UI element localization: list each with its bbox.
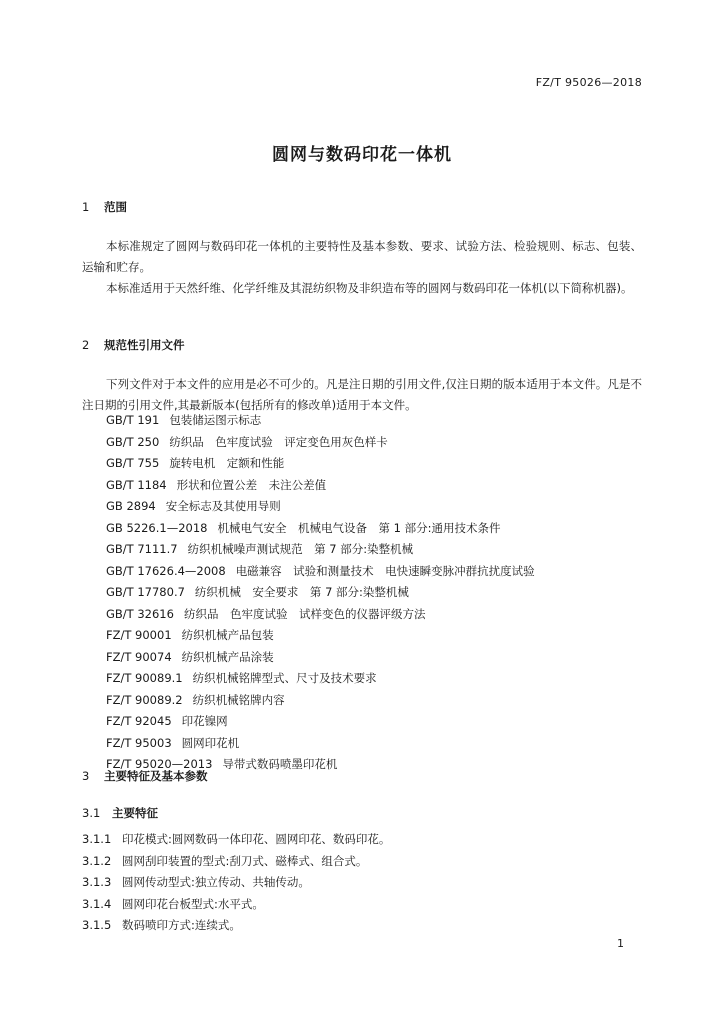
item-text: 圆网印花台板型式:水平式。 <box>122 896 264 911</box>
reference-code: GB/T 17780.7 <box>106 585 185 599</box>
reference-code: FZ/T 90001 <box>106 628 172 642</box>
reference-item <box>106 668 535 690</box>
reference-code: GB/T 17626.4—2008 <box>106 563 226 578</box>
scope-paragraph-1: 本标准规定了圆网与数码印花一体机的主要特性及基本参数、要求、试验方法、检验规则、标志、包装、运输和贮存。 <box>82 239 642 274</box>
scope-paragraph-2: 本标准适用于天然纤维、化学纤维及其混纺织物及非织造布等的圆网与数码印花一体机(以下简称机器)。 <box>106 281 633 295</box>
reference-code: GB/T 191 <box>106 413 160 427</box>
reference-title: 纺织品 色牢度试验 试样变色的仪器评级方法 <box>183 606 426 621</box>
reference-code: GB/T 1184 <box>106 477 167 492</box>
item-number: 3.1.2 <box>82 853 112 868</box>
reference-code: FZ/T 90074 <box>106 649 172 664</box>
section-heading-main-features <box>82 768 208 784</box>
reference-item <box>106 432 535 454</box>
reference-code: FZ/T 90089.1 <box>106 671 183 685</box>
section-number: 3 <box>82 769 90 783</box>
reference-title: 导带式数码喷墨印花机 <box>222 757 338 771</box>
page-number: 1 <box>617 937 624 950</box>
reference-title: 纺织机械铭牌内容 <box>192 692 285 707</box>
reference-item <box>106 625 535 647</box>
section-title: 主要特征及基本参数 <box>104 769 208 783</box>
reference-code: FZ/T 95020—2013 <box>106 757 213 771</box>
section-title: 范围 <box>104 200 127 214</box>
reference-code: GB/T 7111.7 <box>106 542 178 556</box>
reference-code: GB/T 32616 <box>106 606 174 621</box>
feature-item <box>82 872 390 894</box>
reference-title: 旋转电机 定额和性能 <box>169 456 285 470</box>
reference-item <box>106 518 535 540</box>
reference-item <box>106 475 535 497</box>
reference-code: FZ/T 95003 <box>106 735 172 750</box>
document-title: 圆网与数码印花一体机 <box>272 145 452 165</box>
reference-item <box>106 453 535 475</box>
reference-title: 纺织机械铭牌型式、尺寸及技术要求 <box>192 671 377 685</box>
reference-code: GB 2894 <box>106 499 156 513</box>
item-text: 印花模式:圆网数码一体印花、圆网印花、数码印花。 <box>122 832 391 846</box>
section-number: 1 <box>82 200 90 214</box>
subsection-number: 3.1 <box>82 806 101 820</box>
feature-item <box>82 915 390 937</box>
feature-item <box>82 829 390 851</box>
reference-code: GB/T 755 <box>106 456 160 470</box>
item-number: 3.1.3 <box>82 875 112 889</box>
feature-item <box>82 851 390 873</box>
reference-item <box>106 690 535 712</box>
reference-code: FZ/T 90089.2 <box>106 692 183 707</box>
reference-item <box>106 539 535 561</box>
reference-title: 纺织机械 安全要求 第 7 部分:染整机械 <box>194 585 409 599</box>
item-text: 数码喷印方式:连续式。 <box>122 918 241 932</box>
reference-title: 纺织品 色牢度试验 评定变色用灰色样卡 <box>169 434 388 449</box>
reference-code: FZ/T 92045 <box>106 714 172 728</box>
standard-code: FZ/T 95026—2018 <box>535 76 642 89</box>
normative-refs-intro: 下列文件对于本文件的应用是必不可少的。凡是注日期的引用文件,仅注日期的版本适用于本文件。凡是不注日期的引用文件,其最新版本(包括所有的修改单)适用于本文件。 <box>82 377 642 412</box>
reference-item <box>106 496 535 518</box>
reference-title: 圆网印花机 <box>181 735 240 750</box>
reference-title: 纺织机械噪声测试规范 第 7 部分:染整机械 <box>187 542 414 556</box>
item-text: 圆网传动型式:独立传动、共轴传动。 <box>122 875 310 889</box>
reference-list <box>106 410 535 776</box>
reference-item <box>106 711 535 733</box>
section-number: 2 <box>82 338 90 352</box>
reference-title: 包装储运图示标志 <box>169 413 262 427</box>
reference-item <box>106 582 535 604</box>
reference-title: 电磁兼容 试验和测量技术 电快速瞬变脉冲群抗扰度试验 <box>235 563 535 578</box>
reference-title: 印花镍网 <box>181 714 228 728</box>
section-heading-scope <box>82 199 127 215</box>
reference-item <box>106 604 535 626</box>
reference-title: 纺织机械产品包装 <box>181 628 274 642</box>
subsection-title: 主要特征 <box>112 806 158 820</box>
reference-code: GB/T 250 <box>106 434 160 449</box>
section-title: 规范性引用文件 <box>104 338 185 352</box>
reference-title: 机械电气安全 机械电气设备 第 1 部分:通用技术条件 <box>217 520 501 535</box>
reference-title: 纺织机械产品涂装 <box>181 649 274 664</box>
reference-title: 安全标志及其使用导则 <box>165 499 281 513</box>
item-number: 3.1.5 <box>82 918 112 932</box>
item-text: 圆网刮印装置的型式:刮刀式、磁棒式、组合式。 <box>122 853 368 868</box>
item-number: 3.1.1 <box>82 832 112 846</box>
reference-item <box>106 410 535 432</box>
reference-title: 形状和位置公差 未注公差值 <box>176 477 327 492</box>
reference-item <box>106 647 535 669</box>
feature-item <box>82 894 390 916</box>
reference-item <box>106 561 535 583</box>
item-number: 3.1.4 <box>82 896 112 911</box>
section-heading-normative-refs <box>82 337 185 353</box>
feature-list <box>82 829 390 937</box>
reference-item <box>106 733 535 755</box>
subsection-heading <box>82 805 158 821</box>
reference-code: GB 5226.1—2018 <box>106 520 208 535</box>
